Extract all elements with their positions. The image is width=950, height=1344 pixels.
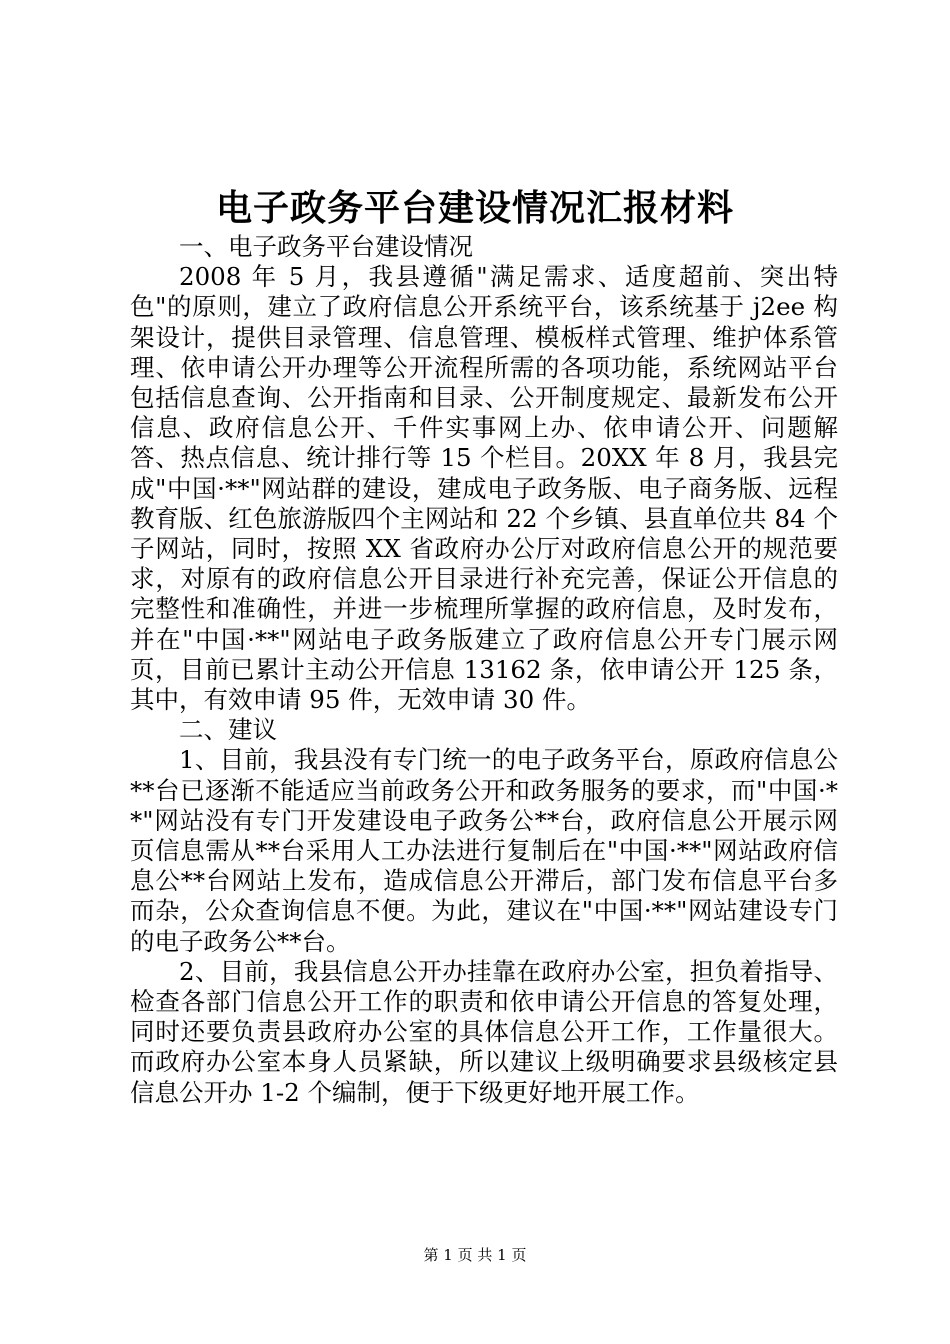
document-body <box>130 232 838 1108</box>
page-footer: 第 1 页 共 1 页 <box>423 1246 527 1264</box>
section-heading-2: 二、建议 <box>179 715 277 745</box>
paragraph-suggestion-2: 2、目前，我县信息公开办挂靠在政府办公室，担负着指导、检查各部门信息公开工作的职责和依申请公开信息的答复处理，同时还要负责县政府办公室的具体信息公开工作，工作量很大。而政府办公室本身人员紧缺，所以建议上级明确要求县级核定县信息公开办 1-2 个编制，便于下级更好地开展工作。 <box>130 956 838 1107</box>
paragraph-suggestion-1: 1、目前，我县没有专门统一的电子政务平台，原政府信息公**台已逐渐不能适应当前政务公开和政务服务的要求，而"中国·**"网站没有专门开发建设电子政务公**台，政府信息公开展示网页信息需从**台采用人工办法进行复制后在"中国·**"网站政府信息公**台网站上发布，造成信息公开滞后，部门发布信息平台多而杂，公众查询信息不便。为此，建议在"中国·**"网站建设专门的电子政务公**台。 <box>130 745 838 956</box>
document-title: 电子政务平台建设情况汇报材料 <box>215 187 734 229</box>
section-heading-1: 一、电子政务平台建设情况 <box>179 232 473 261</box>
paragraph-platform-overview: 2008 年 5 月，我县遵循"满足需求、适度超前、突出特色"的原则，建立了政府信息公开系统平台，该系统基于 j2ee 构架设计，提供目录管理、信息管理、模板样式管理、维护体系管理、依申请公开办理等公开流程所需的各项功能，系统网站平台包括信息查询、公开指南和目录、公开制度规定、最新发布公开信息、政府信息公开、千件实事网上办、依申请公开、问题解答、热点信息、统计排行等 15 个栏目。20XX 年 8 月，我县完成"中国·**"网站群的建设，建成电子政务版、电子商务版、远程教育版、红色旅游版四个主网站和 22 个乡镇、县直单位共 84 个子网站，同时，按照 XX 省政府办公厅对政府信息公开的规范要求，对原有的政府信息公开目录进行补充完善，保证公开信息的完整性和准确性，并进一步梳理所掌握的政府信息，及时发布，并在"中国·**"网站电子政务版建立了政府信息公开专门展示网页，目前已累计主动公开信息 13162 条，依申请公开 125 条，其中，有效申请 95 件，无效申请 30 件。 <box>130 262 838 715</box>
